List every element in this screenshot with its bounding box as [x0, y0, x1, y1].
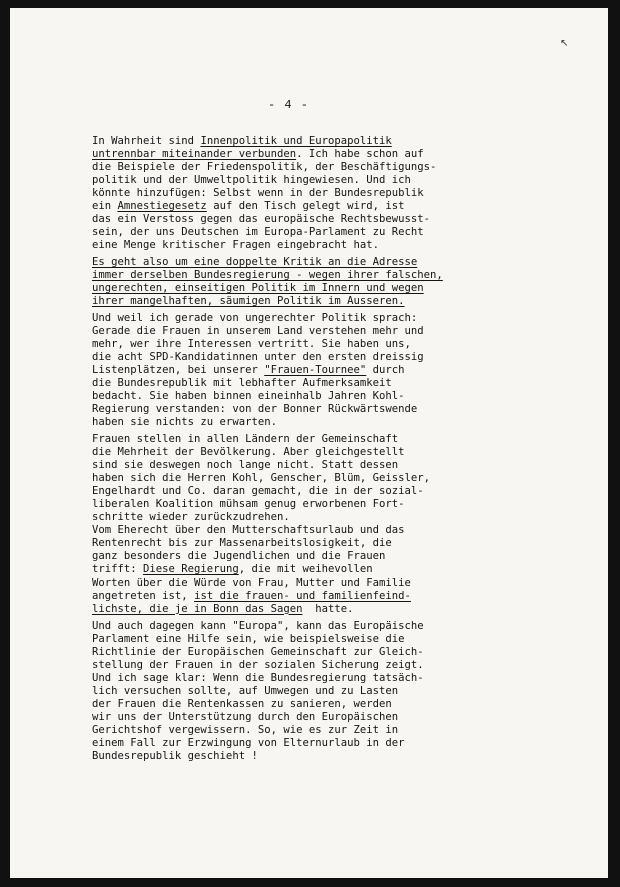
text-line: das ein Verstoss gegen das europäische Rechtsbewusst-	[92, 213, 431, 226]
text-line: eine Menge kritischer Fragen eingebracht hat.	[92, 239, 380, 252]
paragraph-5	[92, 620, 592, 764]
underlined-phrase: Diese Regierung	[143, 563, 239, 576]
text-line: Gerichtshof vergewissern. So, wie es zur Zeit in	[92, 724, 399, 737]
text-line: einem Fall zur Erzwingung von Elternurlaub in der	[92, 737, 405, 750]
text-line: Und auch dagegen kann "Europa", kann das Europäische	[92, 620, 424, 632]
text-line: Rentenrecht bis zur Massenarbeitslosigkeit, die	[92, 537, 392, 550]
text-line: ganz besonders die Jugendlichen und die Frauen	[92, 550, 386, 563]
text-line: Worten über die Würde von Frau, Mutter und Familie	[92, 576, 411, 589]
text-line: liberalen Koalition mühsam genug erworbenen Fort-	[92, 498, 405, 511]
text-line: politik und der Umweltpolitik hingewiesen. Und ich	[92, 174, 411, 187]
text-line: die Mehrheit der Bevölkerung. Aber gleichgestellt	[92, 446, 405, 459]
text-line: In Wahrheit sind Innenpolitik und Europapolitik	[92, 135, 392, 147]
text-line: Gerade die Frauen in unserem Land verstehen mehr und	[92, 325, 424, 338]
paragraph-3	[92, 312, 592, 429]
text-line: lichste, die je in Bonn das Sagen hatte.	[92, 602, 354, 615]
text-line: bedacht. Sie haben binnen eineinhalb Jahren Kohl-	[92, 390, 405, 403]
text-line: Bundesrepublik geschieht !	[92, 750, 258, 763]
page-number: - 4 -	[268, 98, 310, 112]
corner-mark: ↖	[560, 38, 569, 49]
paragraph-1	[92, 135, 592, 252]
text-line: Frauen stellen in allen Ländern der Gemeinschaft	[92, 433, 399, 445]
document-page	[10, 8, 608, 878]
text-line: die Bundesrepublik mit lebhafter Aufmerksamkeit	[92, 377, 392, 390]
text-line: Regierung verstanden: von der Bonner Rückwärtswende	[92, 403, 418, 416]
text-line: die acht SPD-Kandidatinnen unter den ersten dreissig	[92, 351, 424, 364]
text-line: der Frauen die Rentenkassen zu sanieren, werden	[92, 698, 392, 711]
text-line: lich versuchen sollte, auf Umwegen und zu Lasten	[92, 685, 399, 698]
text-line: ein Amnestiegesetz auf den Tisch gelegt wird, ist	[92, 200, 405, 213]
text-line: Und weil ich gerade von ungerechter Politik sprach:	[92, 312, 418, 324]
text-line: wir uns der Unterstützung durch den Europäischen	[92, 711, 399, 724]
text-line: angetreten ist, ist die frauen- und familienfeind-	[92, 589, 411, 602]
text-line: ihrer mangelhaften, säumigen Politik im Ausseren.	[92, 295, 405, 308]
underlined-phrase: "Frauen-Tournee"	[264, 364, 367, 377]
text-line: Und ich sage klar: Wenn die Bundesregierung tatsäch-	[92, 672, 424, 685]
text-line: mehr, wer ihre Interessen vertritt. Sie haben uns,	[92, 338, 411, 351]
text-line: Richtlinie der Europäischen Gemeinschaft zur Gleich-	[92, 646, 424, 659]
text-line: ungerechten, einseitigen Politik im Innern und wegen	[92, 282, 424, 295]
text-line: haben sie nichts zu erwarten.	[92, 416, 277, 429]
underlined-phrase: Amnestiegesetz	[117, 200, 207, 213]
text-line: Vom Eherecht über den Mutterschaftsurlaub und das	[92, 524, 405, 537]
text-line: untrennbar miteinander verbunden. Ich habe schon auf	[92, 148, 424, 161]
text-line: Engelhardt und Co. daran gemacht, die in der sozial-	[92, 485, 424, 498]
text-line: haben sich die Herren Kohl, Genscher, Blüm, Geissler,	[92, 472, 431, 485]
paragraph-2	[92, 256, 592, 308]
underlined-phrase: untrennbar miteinander verbunden	[92, 148, 297, 161]
underlined-phrase: lichste, die je in Bonn das Sagen	[92, 602, 303, 615]
text-line: Es geht also um eine doppelte Kritik an die Adresse	[92, 256, 418, 268]
text-line: die Beispiele der Friedenspolitik, der Beschäftigungs-	[92, 161, 437, 174]
paragraph-4	[92, 433, 592, 616]
text-line: Parlament eine Hilfe sein, wie beispielsweise die	[92, 633, 405, 646]
underlined-phrase: ist die frauen- und familienfeind-	[194, 589, 411, 602]
text-line: schritte wieder zurückzudrehen.	[92, 511, 290, 524]
text-line: trifft: Diese Regierung, die mit weihevollen	[92, 563, 373, 576]
text-line: immer derselben Bundesregierung - wegen ihrer falschen,	[92, 269, 443, 282]
text-line: Listenplätzen, bei unserer "Frauen-Tournee" durch	[92, 364, 405, 377]
text-line: sein, der uns Deutschen im Europa-Parlament zu Recht	[92, 226, 424, 239]
text-line: stellung der Frauen in der sozialen Sicherung zeigt.	[92, 659, 424, 672]
text-line: sind sie deswegen noch lange nicht. Statt dessen	[92, 459, 399, 472]
text-line: könnte hinzufügen: Selbst wenn in der Bundesrepublik	[92, 187, 424, 200]
underlined-phrase: Innenpolitik und Europapolitik	[200, 135, 392, 147]
